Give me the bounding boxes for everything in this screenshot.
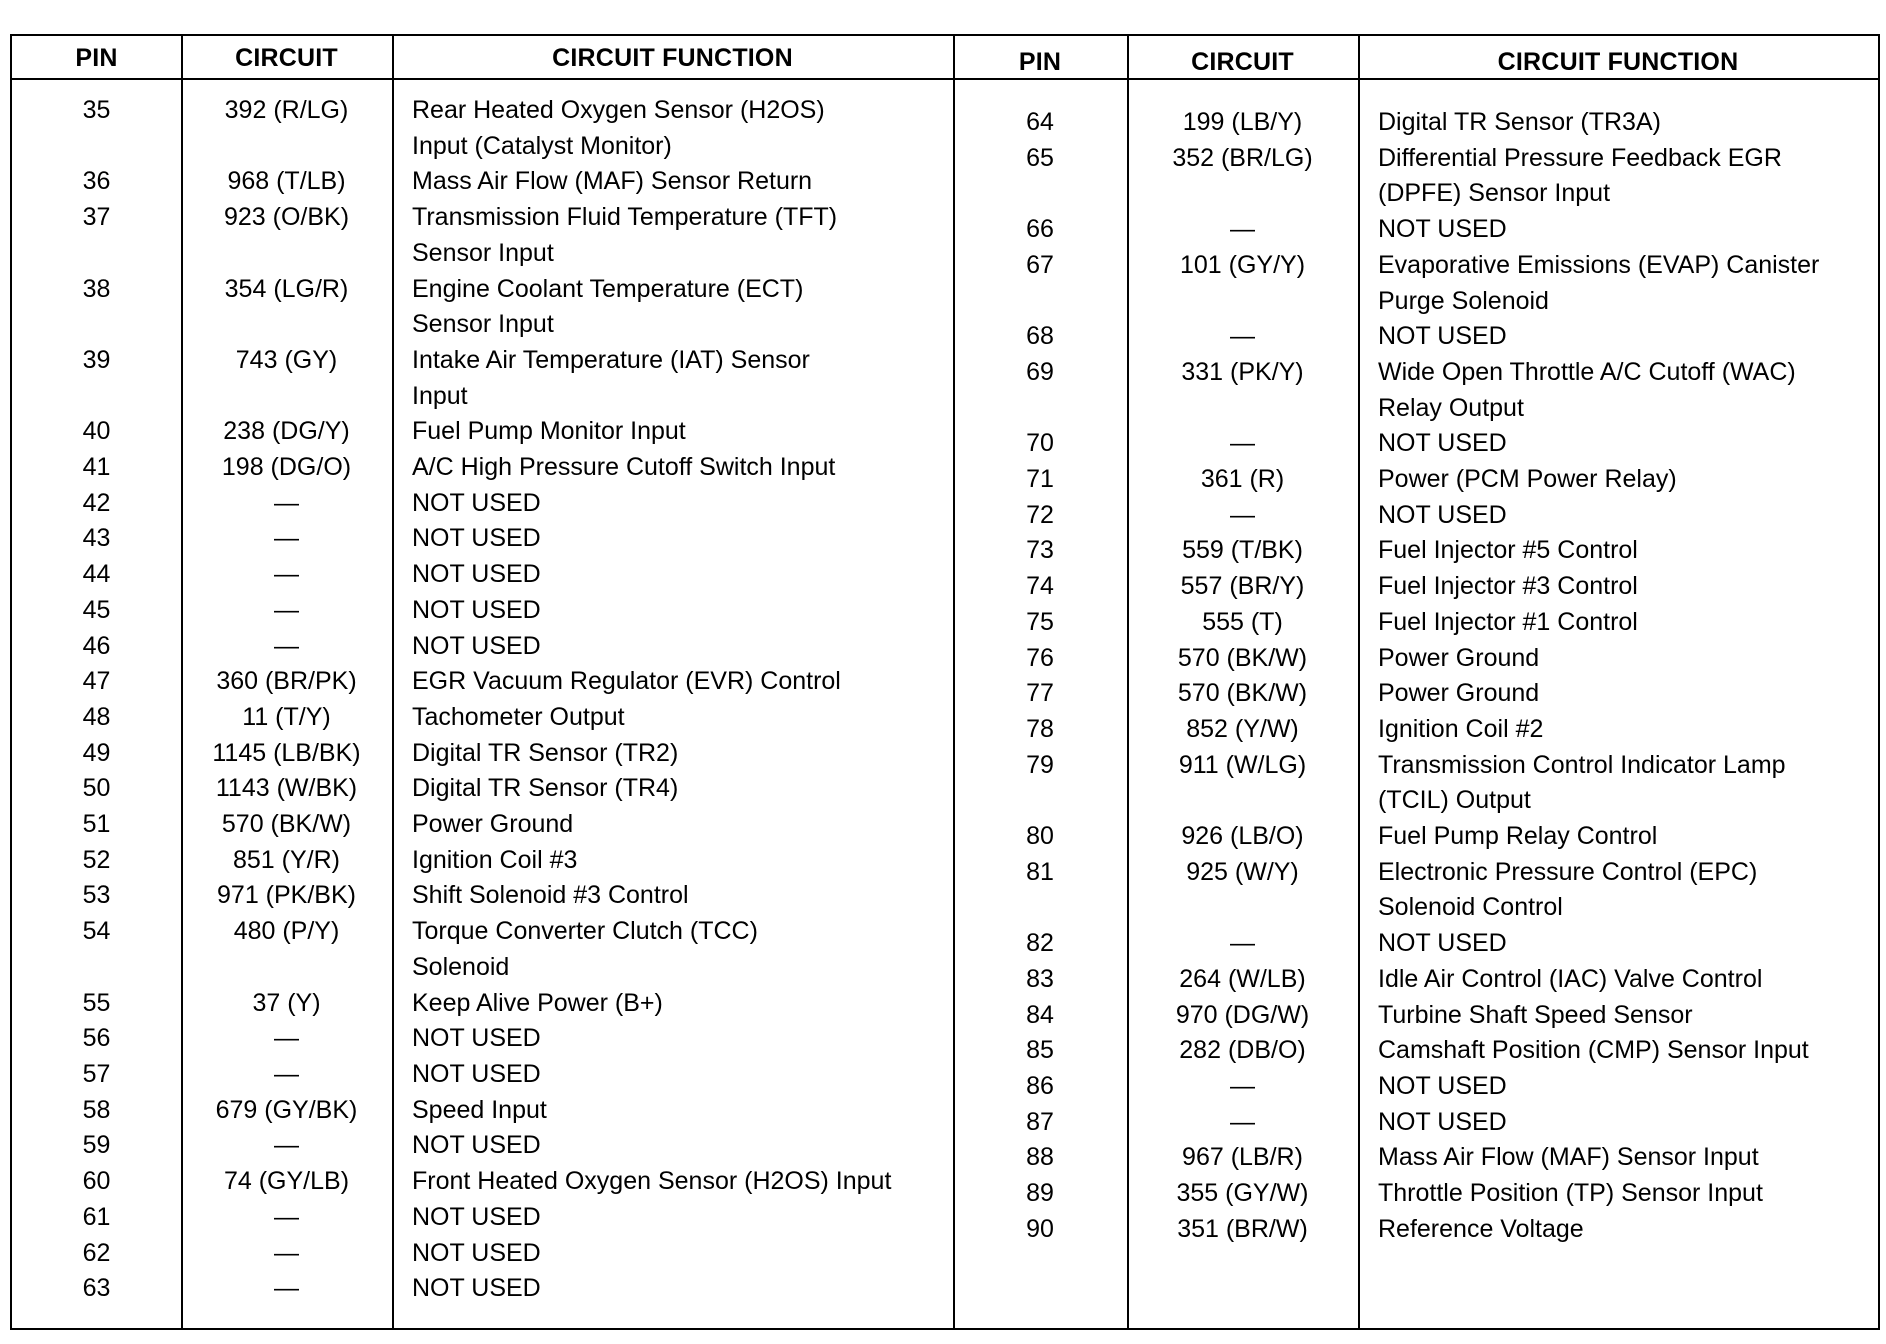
pin-number: 46 — [82, 631, 111, 660]
function-line: NOT USED — [1378, 429, 1507, 458]
pin-number: 80 — [1026, 822, 1054, 851]
function-line: NOT USED — [412, 631, 541, 660]
pin-number: 65 — [1026, 143, 1054, 172]
circuit-id: 851 (Y/R) — [233, 845, 340, 874]
circuit-function — [392, 843, 953, 879]
circuit-id: 1145 (LB/BK) — [212, 738, 361, 767]
function-line: Camshaft Position (CMP) Sensor Input — [1378, 1036, 1809, 1065]
pin-number: 73 — [1026, 536, 1054, 565]
pin-number: 47 — [82, 667, 111, 696]
circuit-id: 559 (T/BK) — [1182, 536, 1303, 565]
table-row — [12, 414, 953, 450]
circuit-function — [1358, 998, 1878, 1034]
function-line: Fuel Injector #5 Control — [1378, 536, 1638, 565]
circuit-function — [392, 450, 953, 486]
table-row — [12, 486, 953, 522]
circuit-function — [392, 164, 953, 200]
circuit-function — [392, 200, 953, 271]
circuit-function — [392, 557, 953, 593]
circuit-id: — — [1230, 1107, 1255, 1136]
table-row — [953, 141, 1878, 212]
circuit-function — [1358, 1212, 1878, 1248]
pin-number: 79 — [1026, 750, 1054, 779]
circuit-id: — — [274, 488, 299, 517]
function-line: Intake Air Temperature (IAT) Sensor — [412, 345, 810, 374]
pin-number: 70 — [1026, 429, 1054, 458]
circuit-function — [392, 1236, 953, 1272]
pin-number: 67 — [1026, 250, 1054, 279]
pin-number: 75 — [1026, 607, 1054, 636]
pin-number: 50 — [82, 774, 111, 803]
function-line: NOT USED — [412, 488, 541, 517]
pin-number: 69 — [1026, 357, 1054, 386]
table-row — [12, 557, 953, 593]
header-function-right: CIRCUIT FUNCTION — [1497, 48, 1739, 76]
pin-number: 35 — [82, 96, 111, 124]
circuit-function — [1358, 1140, 1878, 1176]
circuit-function — [1358, 819, 1878, 855]
table-row — [953, 248, 1878, 319]
pin-number: 86 — [1026, 1071, 1054, 1100]
circuit-id: — — [274, 1274, 299, 1303]
pin-number: 60 — [82, 1167, 111, 1196]
pin-number: 71 — [1026, 465, 1054, 494]
pin-number: 76 — [1026, 643, 1054, 672]
function-line: Engine Coolant Temperature (ECT) — [412, 274, 804, 303]
circuit-function — [1358, 1069, 1878, 1105]
function-line: Electronic Pressure Control (EPC) — [1378, 857, 1758, 886]
circuit-function — [392, 1057, 953, 1093]
pin-number: 87 — [1026, 1107, 1054, 1136]
table-row — [12, 521, 953, 557]
table-row — [953, 962, 1878, 998]
circuit-id: 570 (BK/W) — [221, 810, 352, 839]
circuit-function — [392, 414, 953, 450]
circuit-function — [1358, 605, 1878, 641]
circuit-function — [392, 629, 953, 665]
table-row — [12, 807, 953, 843]
table-row — [12, 629, 953, 665]
function-line: Fuel Pump Monitor Input — [412, 417, 686, 446]
function-line: Digital TR Sensor (TR3A) — [1378, 108, 1661, 136]
pin-number: 78 — [1026, 714, 1054, 743]
pin-number: 57 — [82, 1059, 111, 1088]
pin-number: 43 — [82, 524, 111, 553]
table-row — [953, 1176, 1878, 1212]
circuit-id: 570 (BK/W) — [1177, 643, 1308, 672]
circuit-function — [392, 1093, 953, 1129]
table-row — [953, 998, 1878, 1034]
pin-number: 52 — [82, 845, 111, 874]
function-line: Power Ground — [1378, 643, 1540, 672]
function-line: Ignition Coil #3 — [412, 845, 578, 874]
pin-number: 42 — [82, 488, 111, 517]
circuit-id: 11 (T/Y) — [242, 702, 331, 731]
table-row — [953, 105, 1878, 141]
circuit-id: 968 (T/LB) — [227, 167, 346, 196]
circuit-function — [1358, 641, 1878, 677]
circuit-id: 926 (LB/O) — [1181, 822, 1304, 851]
circuit-function — [1358, 355, 1878, 426]
circuit-id: 480 (P/Y) — [233, 917, 340, 946]
circuit-id: 238 (DG/Y) — [223, 417, 350, 446]
pin-number: 62 — [82, 1238, 111, 1267]
circuit-id: 361 (R) — [1200, 465, 1285, 494]
function-line: Mass Air Flow (MAF) Sensor Input — [1378, 1143, 1759, 1172]
pin-number: 83 — [1026, 964, 1054, 993]
circuit-function — [1358, 1105, 1878, 1141]
circuit-function — [1358, 426, 1878, 462]
table-row — [953, 605, 1878, 641]
pin-number: 74 — [1026, 572, 1054, 601]
circuit-id: — — [1230, 215, 1255, 244]
right-rows — [953, 105, 1878, 1248]
function-line: Power (PCM Power Relay) — [1378, 465, 1677, 494]
pin-number: 38 — [82, 274, 111, 303]
circuit-id: 971 (PK/BK) — [217, 881, 356, 910]
pin-number: 37 — [82, 203, 111, 232]
circuit-id: 199 (LB/Y) — [1182, 108, 1303, 136]
function-line: Throttle Position (TP) Sensor Input — [1378, 1179, 1763, 1208]
circuit-function — [392, 664, 953, 700]
pin-number: 56 — [82, 1024, 111, 1053]
circuit-function — [392, 521, 953, 557]
circuit-id: — — [274, 1059, 299, 1088]
pin-number: 64 — [1026, 108, 1054, 136]
function-line: Ignition Coil #2 — [1378, 714, 1544, 743]
function-line: Torque Converter Clutch (TCC) — [412, 917, 758, 946]
table-row — [953, 498, 1878, 534]
table-row — [953, 319, 1878, 355]
circuit-id: — — [274, 631, 299, 660]
circuit-id: — — [274, 1024, 299, 1053]
table-row — [12, 986, 953, 1022]
table-row — [953, 1033, 1878, 1069]
function-line: Fuel Pump Relay Control — [1378, 822, 1658, 851]
function-line: NOT USED — [412, 1059, 541, 1088]
table-row — [12, 1271, 953, 1307]
pin-number: 61 — [82, 1202, 111, 1231]
table-row — [953, 712, 1878, 748]
table-row — [12, 914, 953, 985]
function-line: NOT USED — [1378, 1071, 1507, 1100]
circuit-function — [1358, 748, 1878, 819]
table-row — [953, 641, 1878, 677]
pin-number: 66 — [1026, 215, 1054, 244]
circuit-function — [1358, 855, 1878, 926]
table-row — [953, 462, 1878, 498]
circuit-function — [1358, 533, 1878, 569]
table-row — [12, 93, 953, 164]
table-row — [12, 1128, 953, 1164]
function-line: NOT USED — [412, 1024, 541, 1053]
header-pin-right: PIN — [1018, 48, 1062, 76]
pin-number: 85 — [1026, 1036, 1054, 1065]
circuit-id: 925 (W/Y) — [1186, 857, 1299, 886]
function-line: Reference Voltage — [1378, 1214, 1584, 1243]
function-line: NOT USED — [412, 524, 541, 553]
circuit-id: 354 (LG/R) — [224, 274, 349, 303]
table-row — [12, 736, 953, 772]
function-line: Speed Input — [412, 1095, 547, 1124]
function-line: EGR Vacuum Regulator (EVR) Control — [412, 667, 841, 696]
circuit-function — [392, 736, 953, 772]
table-row — [953, 212, 1878, 248]
function-line: NOT USED — [1378, 929, 1507, 958]
function-line: NOT USED — [1378, 322, 1507, 351]
table-row — [12, 450, 953, 486]
circuit-function — [392, 986, 953, 1022]
circuit-id: 743 (GY) — [235, 345, 338, 374]
circuit-function — [1358, 926, 1878, 962]
pin-number: 48 — [82, 702, 111, 731]
circuit-function — [392, 1128, 953, 1164]
table-row — [953, 748, 1878, 819]
table-row — [953, 819, 1878, 855]
circuit-id: — — [1230, 929, 1255, 958]
table-row — [953, 1212, 1878, 1248]
pin-number: 49 — [82, 738, 111, 767]
circuit-id: 392 (R/LG) — [224, 96, 349, 124]
circuit-id: — — [274, 560, 299, 589]
circuit-id: 198 (DG/O) — [221, 453, 352, 482]
pin-number: 59 — [82, 1131, 111, 1160]
function-line: A/C High Pressure Cutoff Switch Input — [412, 453, 836, 482]
pin-number: 53 — [82, 881, 111, 910]
circuit-function — [1358, 105, 1878, 141]
function-line: Purge Solenoid — [1378, 286, 1549, 315]
pin-number: 44 — [82, 560, 111, 589]
table-row — [12, 593, 953, 629]
circuit-function — [1358, 498, 1878, 534]
function-line: Transmission Fluid Temperature (TFT) — [412, 203, 838, 232]
circuit-id: 74 (GY/LB) — [223, 1167, 350, 1196]
circuit-id: — — [1230, 322, 1255, 351]
circuit-id: 911 (W/LG) — [1178, 750, 1307, 779]
table-row — [12, 1021, 953, 1057]
circuit-function — [392, 700, 953, 736]
table-row — [953, 355, 1878, 426]
circuit-id: 352 (BR/LG) — [1172, 143, 1313, 172]
circuit-function — [392, 878, 953, 914]
circuit-id: — — [1230, 429, 1255, 458]
circuit-id: — — [274, 595, 299, 624]
function-line: Fuel Injector #1 Control — [1378, 607, 1638, 636]
circuit-id: 1143 (W/BK) — [215, 774, 358, 803]
circuit-id: 282 (DB/O) — [1179, 1036, 1306, 1065]
circuit-function — [1358, 712, 1878, 748]
circuit-id: — — [274, 524, 299, 553]
circuit-function — [392, 771, 953, 807]
pin-number: 81 — [1026, 857, 1054, 886]
pin-number: 89 — [1026, 1179, 1054, 1208]
function-line: NOT USED — [1378, 215, 1507, 244]
pin-number: 51 — [82, 810, 111, 839]
circuit-function — [1358, 676, 1878, 712]
pin-number: 41 — [82, 453, 111, 482]
circuit-id: 570 (BK/W) — [1177, 679, 1308, 708]
pin-number: 40 — [82, 417, 111, 446]
pin-number: 63 — [82, 1274, 111, 1303]
circuit-function — [392, 1271, 953, 1307]
table-row — [953, 426, 1878, 462]
table-row — [953, 855, 1878, 926]
circuit-function — [1358, 962, 1878, 998]
table-row — [953, 926, 1878, 962]
function-line: NOT USED — [1378, 1107, 1507, 1136]
function-line: (TCIL) Output — [1378, 786, 1531, 815]
circuit-function — [1358, 248, 1878, 319]
function-line: NOT USED — [412, 1202, 541, 1231]
function-line: Solenoid Control — [1378, 893, 1563, 922]
circuit-id: 264 (W/LB) — [1179, 964, 1306, 993]
pin-number: 36 — [82, 167, 111, 196]
circuit-id: 923 (O/BK) — [223, 203, 350, 232]
function-line: Rear Heated Oxygen Sensor (H2OS) — [412, 96, 825, 124]
header-function-left: CIRCUIT FUNCTION — [552, 44, 793, 72]
circuit-function — [392, 1164, 953, 1200]
circuit-function — [392, 343, 953, 414]
circuit-id: 967 (LB/R) — [1182, 1143, 1303, 1172]
circuit-function — [392, 914, 953, 985]
pin-number: 68 — [1026, 322, 1054, 351]
circuit-function — [1358, 1033, 1878, 1069]
function-line: Digital TR Sensor (TR4) — [412, 774, 679, 803]
function-line: NOT USED — [412, 595, 541, 624]
function-line: Keep Alive Power (B+) — [412, 988, 663, 1017]
header-circuit-left: CIRCUIT — [235, 44, 338, 72]
table-row — [12, 1057, 953, 1093]
function-line: NOT USED — [412, 1238, 541, 1267]
function-line: Differential Pressure Feedback EGR — [1378, 143, 1782, 172]
circuit-function — [392, 93, 953, 164]
table-row — [12, 272, 953, 343]
pin-number: 84 — [1026, 1000, 1054, 1029]
table-row — [12, 200, 953, 271]
circuit-id: 970 (DG/W) — [1175, 1000, 1310, 1029]
function-line: Turbine Shaft Speed Sensor — [1378, 1000, 1693, 1029]
table-row — [953, 569, 1878, 605]
circuit-function — [1358, 319, 1878, 355]
pin-number: 82 — [1026, 929, 1054, 958]
circuit-id: — — [1230, 1071, 1255, 1100]
circuit-id: 101 (GY/Y) — [1179, 250, 1306, 279]
function-line: Input — [412, 381, 468, 410]
table-row — [12, 664, 953, 700]
circuit-id: 679 (GY/BK) — [215, 1095, 358, 1124]
circuit-id: — — [274, 1238, 299, 1267]
function-line: Mass Air Flow (MAF) Sensor Return — [412, 167, 813, 196]
circuit-function — [392, 593, 953, 629]
circuit-id: — — [1230, 500, 1255, 529]
circuit-id: — — [274, 1131, 299, 1160]
pin-number: 45 — [82, 595, 111, 624]
table-row — [12, 843, 953, 879]
circuit-id: 37 (Y) — [252, 988, 321, 1017]
table-row — [953, 1069, 1878, 1105]
circuit-function — [1358, 1176, 1878, 1212]
pin-table — [10, 34, 1880, 1330]
pin-number: 88 — [1026, 1143, 1054, 1172]
table-row — [12, 1164, 953, 1200]
circuit-function — [392, 1200, 953, 1236]
function-line: Digital TR Sensor (TR2) — [412, 738, 679, 767]
function-line: NOT USED — [1378, 500, 1507, 529]
table-row — [953, 1140, 1878, 1176]
function-line: Sensor Input — [412, 310, 554, 339]
function-line: NOT USED — [412, 1131, 541, 1160]
function-line: Relay Output — [1378, 393, 1524, 422]
circuit-id: 351 (BR/W) — [1177, 1214, 1308, 1243]
function-line: Wide Open Throttle A/C Cutoff (WAC) — [1378, 357, 1796, 386]
function-line: Evaporative Emissions (EVAP) Canister — [1378, 250, 1820, 279]
left-rows — [12, 93, 953, 1307]
circuit-function — [1358, 462, 1878, 498]
function-line: Power Ground — [412, 810, 574, 839]
function-line: Idle Air Control (IAC) Valve Control — [1378, 964, 1763, 993]
function-line: Tachometer Output — [412, 702, 625, 731]
table-row — [953, 1105, 1878, 1141]
table-row — [12, 878, 953, 914]
function-line: Transmission Control Indicator Lamp — [1378, 750, 1786, 779]
pin-number: 54 — [82, 917, 111, 946]
table-row — [12, 1093, 953, 1129]
header-pin-left: PIN — [75, 44, 118, 72]
circuit-id: 355 (GY/W) — [1176, 1179, 1309, 1208]
function-line: Input (Catalyst Monitor) — [412, 131, 672, 160]
circuit-function — [1358, 569, 1878, 605]
circuit-function — [392, 486, 953, 522]
circuit-function — [392, 1021, 953, 1057]
function-line: Power Ground — [1378, 679, 1540, 708]
circuit-id: 360 (BR/PK) — [216, 667, 357, 696]
table-row — [12, 343, 953, 414]
table-row — [12, 1236, 953, 1272]
function-line: Shift Solenoid #3 Control — [412, 881, 689, 910]
circuit-id: 852 (Y/W) — [1186, 714, 1299, 743]
function-line: Fuel Injector #3 Control — [1378, 572, 1638, 601]
function-line: Front Heated Oxygen Sensor (H2OS) Input — [412, 1167, 892, 1196]
table-row — [12, 164, 953, 200]
circuit-id: 331 (PK/Y) — [1181, 357, 1304, 386]
pin-number: 90 — [1026, 1214, 1054, 1243]
table-row — [953, 676, 1878, 712]
function-line: NOT USED — [412, 1274, 541, 1303]
circuit-function — [1358, 141, 1878, 212]
function-line: Solenoid — [412, 952, 510, 981]
circuit-function — [1358, 212, 1878, 248]
header-circuit-right: CIRCUIT — [1191, 48, 1294, 76]
circuit-id: 557 (BR/Y) — [1180, 572, 1305, 601]
circuit-function — [392, 272, 953, 343]
pin-number: 55 — [82, 988, 111, 1017]
circuit-id: — — [274, 1202, 299, 1231]
table-row — [12, 1200, 953, 1236]
circuit-function — [392, 807, 953, 843]
function-line: (DPFE) Sensor Input — [1378, 179, 1611, 208]
pin-number: 72 — [1026, 500, 1054, 529]
pin-number: 58 — [82, 1095, 111, 1124]
function-line: NOT USED — [412, 560, 541, 589]
circuit-id: 555 (T) — [1202, 607, 1283, 636]
pin-number: 39 — [82, 345, 111, 374]
table-row — [12, 771, 953, 807]
table-row — [953, 533, 1878, 569]
function-line: Sensor Input — [412, 238, 554, 267]
table-row — [12, 700, 953, 736]
pin-number: 77 — [1026, 679, 1054, 708]
